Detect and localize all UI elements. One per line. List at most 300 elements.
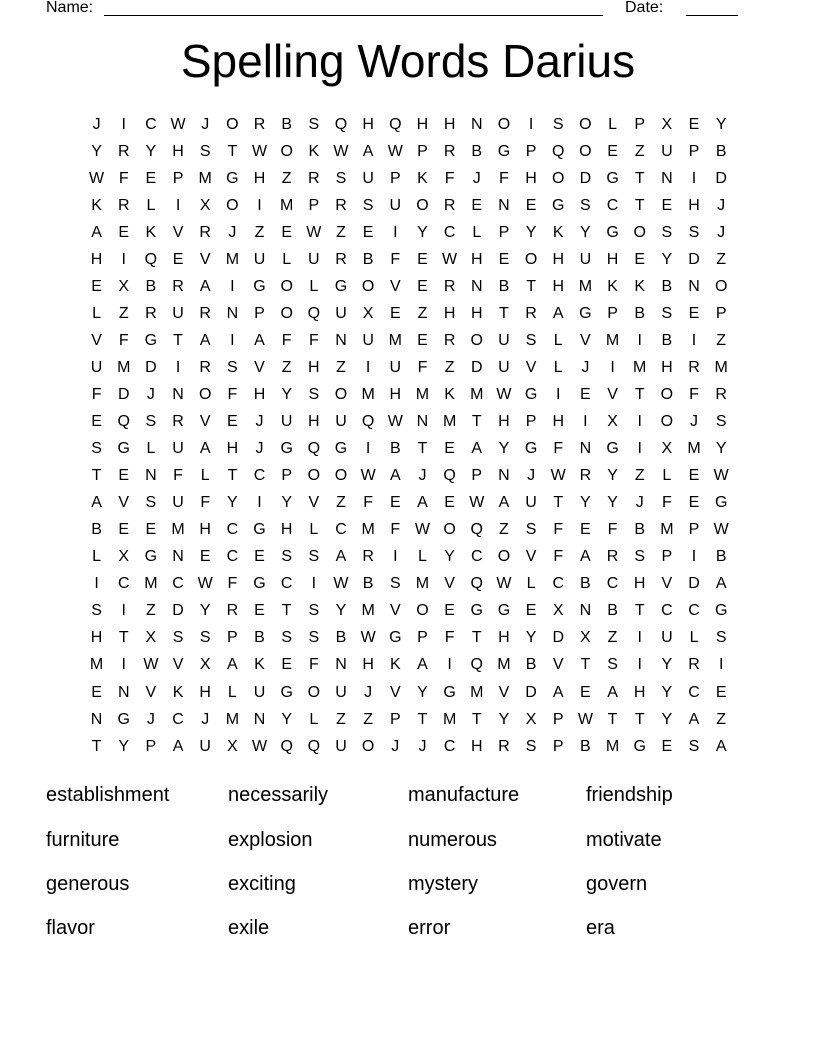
grid-letter: W: [251, 142, 268, 160]
grid-letter: Y: [498, 710, 510, 728]
grid-letter: D: [145, 358, 157, 376]
grid-letter: E: [688, 467, 700, 485]
grid-letter: I: [311, 575, 317, 593]
grid-letter: T: [91, 467, 102, 485]
name-blank-line: [104, 15, 603, 16]
grid-letter: P: [227, 629, 238, 647]
grid-letter: S: [661, 304, 673, 322]
grid-letter: F: [200, 494, 211, 512]
grid-letter: C: [470, 548, 483, 566]
grid-letter: X: [661, 115, 673, 133]
grid-letter: G: [144, 548, 158, 566]
grid-letter: B: [525, 656, 537, 674]
grid-letter: P: [607, 304, 618, 322]
grid-letter: M: [605, 737, 620, 755]
grid-letter: V: [389, 602, 401, 620]
grid-letter: U: [90, 358, 103, 376]
grid-letter: H: [308, 413, 320, 431]
grid-letter: H: [199, 683, 211, 701]
grid-letter: R: [335, 250, 347, 268]
grid-letter: Z: [281, 169, 292, 187]
grid-letter: R: [715, 385, 727, 403]
grid-letter: N: [661, 169, 673, 187]
grid-letter: I: [121, 115, 126, 133]
grid-letter: M: [415, 575, 430, 593]
grid-letter: J: [255, 440, 264, 458]
grid-letter: G: [524, 385, 538, 403]
grid-letter: C: [280, 575, 293, 593]
grid-letter: M: [144, 575, 158, 593]
grid-letter: A: [199, 331, 211, 349]
grid-letter: T: [118, 629, 129, 647]
grid-letter: P: [389, 710, 401, 728]
grid-letter: D: [579, 169, 592, 187]
grid-letter: F: [173, 467, 183, 485]
grid-letter: R: [443, 277, 456, 295]
grid-letter: U: [335, 413, 347, 431]
grid-letter: K: [417, 169, 428, 187]
grid-letter: G: [714, 494, 728, 512]
grid-letter: N: [335, 331, 347, 349]
grid-letter: I: [257, 494, 262, 512]
grid-letter: C: [172, 710, 184, 728]
page-title: Spelling Words Darius: [180, 35, 636, 87]
grid-letter: K: [444, 385, 455, 403]
grid-letter: G: [253, 521, 266, 539]
grid-letter: B: [254, 629, 265, 647]
grid-letter: Q: [470, 656, 483, 674]
grid-letter: S: [308, 385, 320, 403]
grid-letter: S: [715, 629, 727, 647]
grid-letter: H: [470, 304, 483, 322]
grid-letter: T: [580, 656, 591, 674]
grid-letter: N: [90, 710, 103, 728]
grid-letter: X: [580, 629, 591, 647]
grid-letter: F: [444, 629, 455, 647]
grid-letter: T: [417, 710, 428, 728]
grid-letter: V: [172, 223, 184, 241]
grid-letter: Q: [144, 250, 158, 268]
grid-letter: N: [579, 602, 592, 620]
grid-letter: D: [688, 250, 700, 268]
grid-letter: O: [497, 548, 511, 566]
grid-letter: T: [634, 710, 645, 728]
grid-letter: Q: [552, 142, 565, 160]
grid-letter: G: [117, 710, 130, 728]
word-list: [46, 773, 770, 951]
grid-letter: S: [227, 358, 238, 376]
grid-letter: S: [145, 494, 157, 512]
grid-letter: O: [579, 142, 592, 160]
grid-letter: Q: [307, 440, 321, 458]
grid-letter: Z: [254, 223, 265, 241]
grid-letter: U: [525, 494, 537, 512]
grid-letter: O: [660, 413, 674, 431]
grid-letter: M: [415, 385, 430, 403]
grid-letter: S: [335, 169, 347, 187]
grid-letter: I: [637, 629, 642, 647]
grid-letter: O: [226, 196, 239, 214]
grid-letter: J: [201, 710, 210, 728]
grid-letter: L: [146, 440, 156, 458]
grid-letter: P: [552, 737, 564, 755]
grid-letter: V: [91, 331, 102, 349]
grid-letter: L: [472, 223, 482, 241]
grid-letter: T: [634, 385, 645, 403]
grid-letter: R: [199, 358, 211, 376]
grid-letter: O: [714, 277, 728, 295]
grid-letter: E: [688, 304, 700, 322]
grid-letter: W: [306, 223, 322, 241]
grid-letter: J: [146, 710, 155, 728]
grid-letter: Z: [607, 629, 618, 647]
grid-letter: H: [389, 385, 402, 403]
grid-letter: V: [444, 575, 455, 593]
grid-letter: P: [308, 196, 320, 214]
grid-letter: N: [498, 467, 510, 485]
grid-letter: I: [94, 575, 99, 593]
grid-letter: L: [662, 467, 672, 485]
grid-letter: M: [225, 250, 240, 268]
grid-letter: S: [91, 602, 102, 620]
grid-letter: O: [307, 683, 321, 701]
word-item: necessarily: [228, 784, 329, 807]
grid-letter: Y: [715, 115, 727, 133]
grid-letter: H: [633, 575, 646, 593]
grid-letter: Q: [361, 413, 375, 431]
grid-letter: C: [145, 115, 157, 133]
grid-letter: M: [280, 196, 294, 214]
grid-letter: B: [281, 115, 292, 133]
grid-letter: S: [362, 196, 374, 214]
grid-letter: V: [199, 250, 211, 268]
grid-letter: H: [552, 413, 565, 431]
grid-letter: H: [443, 304, 456, 322]
grid-letter: P: [525, 413, 537, 431]
grid-letter: F: [227, 575, 238, 593]
grid-letter: F: [227, 385, 238, 403]
grid-letter: O: [470, 331, 483, 349]
grid-letter: D: [470, 358, 483, 376]
grid-letter: F: [91, 385, 102, 403]
grid-letter: M: [442, 710, 457, 728]
grid-letter: I: [718, 656, 724, 674]
grid-letter: E: [118, 521, 130, 539]
grid-letter: H: [253, 385, 266, 403]
grid-letter: R: [498, 737, 510, 755]
name-label: Name:: [46, 0, 94, 16]
grid-letter: V: [661, 575, 673, 593]
grid-letter: B: [607, 602, 618, 620]
grid-letter: T: [634, 196, 645, 214]
grid-letter: B: [715, 142, 727, 160]
grid-letter: S: [552, 115, 564, 133]
grid-letter: K: [91, 196, 102, 214]
grid-letter: V: [552, 656, 564, 674]
grid-letter: R: [145, 304, 157, 322]
grid-letter: Q: [280, 737, 293, 755]
grid-letter: S: [145, 413, 157, 431]
grid-letter: X: [199, 656, 211, 674]
grid-letter: E: [227, 413, 238, 431]
grid-letter: T: [607, 710, 618, 728]
grid-letter: O: [280, 304, 293, 322]
grid-letter: P: [471, 467, 483, 485]
grid-letter: T: [471, 413, 482, 431]
grid-letter: G: [144, 331, 158, 349]
grid-letter: Y: [281, 385, 292, 403]
grid-letter: R: [335, 196, 347, 214]
grid-letter: S: [281, 548, 292, 566]
grid-letter: W: [414, 521, 430, 539]
word-item: numerous: [408, 828, 497, 851]
grid-letter: U: [335, 737, 347, 755]
grid-letter: L: [282, 250, 292, 268]
grid-letter: B: [580, 737, 591, 755]
grid-letter: I: [447, 656, 452, 674]
grid-letter: G: [253, 575, 266, 593]
grid-letter: J: [201, 115, 210, 133]
grid-letter: X: [362, 304, 374, 322]
grid-letter: F: [281, 331, 292, 349]
grid-letter: D: [715, 169, 727, 187]
grid-letter: E: [417, 277, 428, 295]
grid-letter: W: [387, 142, 403, 160]
grid-letter: A: [335, 548, 347, 566]
grid-letter: O: [361, 277, 375, 295]
grid-letter: R: [117, 142, 130, 160]
grid-letter: U: [172, 440, 184, 458]
grid-letter: S: [715, 413, 727, 431]
grid-letter: L: [227, 683, 237, 701]
grid-letter: R: [199, 223, 211, 241]
grid-letter: E: [444, 440, 455, 458]
grid-letter: R: [606, 548, 619, 566]
word-search-grid: [83, 111, 735, 760]
grid-letter: A: [91, 494, 102, 512]
grid-letter: H: [226, 440, 239, 458]
grid-letter: C: [443, 737, 456, 755]
grid-letter: I: [637, 413, 642, 431]
grid-letter: S: [525, 331, 537, 349]
grid-letter: G: [497, 602, 511, 620]
grid-letter: C: [661, 602, 673, 620]
grid-letter: L: [526, 575, 536, 593]
grid-letter: N: [470, 277, 483, 295]
grid-letter: C: [443, 223, 456, 241]
grid-letter: Y: [281, 494, 292, 512]
grid-letter: A: [227, 656, 238, 674]
grid-letter: O: [497, 115, 511, 133]
grid-letter: A: [254, 331, 265, 349]
grid-letter: R: [443, 331, 456, 349]
grid-letter: Q: [307, 304, 321, 322]
grid-letter: H: [633, 683, 646, 701]
grid-letter: V: [389, 683, 401, 701]
grid-letter: L: [200, 467, 210, 485]
grid-letter: H: [362, 656, 374, 674]
grid-letter: F: [444, 169, 455, 187]
grid-letter: J: [717, 223, 726, 241]
grid-letter: A: [389, 467, 401, 485]
grid-letter: I: [257, 196, 262, 214]
grid-letter: M: [633, 358, 647, 376]
grid-letter: R: [226, 602, 239, 620]
grid-letter: N: [416, 413, 429, 431]
grid-letter: J: [472, 169, 481, 187]
grid-letter: W: [469, 494, 485, 512]
word-item: furniture: [46, 828, 120, 851]
grid-letter: G: [443, 683, 456, 701]
grid-letter: E: [444, 494, 455, 512]
grid-letter: H: [498, 629, 510, 647]
grid-letter: A: [199, 277, 211, 295]
grid-letter: U: [661, 142, 673, 160]
grid-letter: Y: [199, 602, 211, 620]
grid-letter: U: [335, 683, 347, 701]
grid-letter: R: [443, 142, 456, 160]
grid-letter: P: [389, 169, 401, 187]
grid-letter: E: [199, 548, 211, 566]
grid-letter: Q: [307, 737, 321, 755]
word-item: era: [586, 917, 615, 940]
grid-letter: H: [661, 358, 673, 376]
grid-letter: V: [118, 494, 130, 512]
grid-letter: Z: [281, 358, 292, 376]
grid-letter: Z: [716, 710, 727, 728]
grid-letter: O: [552, 169, 565, 187]
grid-letter: R: [172, 277, 184, 295]
grid-letter: Y: [525, 223, 537, 241]
grid-letter: K: [172, 683, 184, 701]
grid-letter: P: [498, 223, 510, 241]
grid-letter: K: [389, 656, 401, 674]
grid-letter: W: [143, 656, 159, 674]
grid-letter: G: [714, 602, 728, 620]
grid-letter: E: [661, 196, 673, 214]
grid-letter: I: [393, 548, 398, 566]
grid-letter: X: [552, 602, 564, 620]
grid-letter: P: [172, 169, 184, 187]
grid-letter: O: [443, 521, 456, 539]
grid-letter: Z: [336, 358, 346, 376]
grid-letter: H: [688, 196, 700, 214]
grid-letter: Z: [417, 304, 428, 322]
grid-letter: Y: [661, 683, 673, 701]
grid-letter: M: [171, 521, 185, 539]
grid-letter: X: [661, 440, 673, 458]
grid-letter: W: [197, 575, 213, 593]
word-item: flavor: [46, 917, 95, 940]
grid-letter: Y: [580, 494, 591, 512]
grid-letter: F: [390, 250, 401, 268]
grid-letter: E: [145, 169, 157, 187]
grid-letter: N: [498, 196, 510, 214]
grid-letter: H: [308, 358, 320, 376]
word-item: friendship: [586, 784, 673, 807]
grid-letter: Y: [607, 494, 618, 512]
grid-letter: F: [308, 656, 319, 674]
grid-letter: I: [610, 358, 615, 376]
grid-letter: I: [637, 440, 642, 458]
grid-letter: O: [226, 115, 239, 133]
grid-letter: N: [470, 115, 483, 133]
grid-letter: A: [199, 440, 211, 458]
grid-letter: D: [688, 575, 700, 593]
grid-letter: J: [391, 737, 400, 755]
grid-letter: R: [443, 196, 456, 214]
grid-letter: A: [715, 575, 727, 593]
grid-letter: R: [308, 169, 320, 187]
word-item: error: [408, 917, 451, 940]
grid-letter: C: [226, 521, 239, 539]
grid-letter: E: [634, 250, 646, 268]
grid-letter: D: [525, 683, 537, 701]
grid-letter: I: [230, 331, 235, 349]
grid-letter: G: [117, 440, 130, 458]
grid-letter: O: [361, 737, 375, 755]
grid-letter: E: [661, 737, 673, 755]
grid-letter: G: [633, 737, 646, 755]
grid-letter: W: [577, 710, 593, 728]
grid-letter: J: [418, 467, 427, 485]
grid-letter: F: [118, 169, 129, 187]
grid-letter: W: [251, 737, 268, 755]
grid-letter: Z: [634, 142, 645, 160]
grid-letter: B: [335, 629, 347, 647]
grid-letter: Y: [335, 602, 347, 620]
grid-letter: T: [471, 629, 482, 647]
grid-letter: I: [175, 358, 181, 376]
grid-letter: W: [713, 467, 729, 485]
grid-letter: C: [688, 683, 700, 701]
grid-letter: F: [308, 331, 319, 349]
grid-letter: O: [579, 115, 592, 133]
grid-letter: I: [583, 413, 588, 431]
grid-letter: E: [145, 521, 157, 539]
grid-letter: G: [470, 602, 483, 620]
grid-letter: Z: [336, 494, 346, 512]
grid-letter: E: [417, 331, 428, 349]
grid-letter: U: [389, 196, 402, 214]
grid-letter: U: [172, 304, 184, 322]
grid-letter: H: [90, 250, 103, 268]
grid-letter: M: [497, 656, 511, 674]
grid-letter: I: [637, 656, 642, 674]
grid-letter: K: [634, 277, 646, 295]
grid-letter: J: [146, 385, 155, 403]
grid-letter: E: [172, 250, 184, 268]
grid-letter: H: [498, 413, 510, 431]
grid-letter: G: [524, 440, 538, 458]
grid-letter: T: [553, 494, 564, 512]
grid-letter: V: [580, 331, 591, 349]
grid-letter: Y: [91, 142, 102, 160]
date-blank-line: [686, 15, 738, 16]
grid-letter: U: [362, 331, 374, 349]
grid-letter: E: [607, 142, 618, 160]
grid-letter: Y: [118, 737, 130, 755]
grid-letter: S: [634, 548, 646, 566]
grid-letter: E: [118, 223, 130, 241]
grid-letter: G: [226, 169, 239, 187]
grid-letter: O: [416, 196, 429, 214]
grid-letter: Y: [227, 494, 238, 512]
grid-letter: S: [308, 115, 320, 133]
grid-letter: T: [499, 304, 509, 322]
grid-letter: V: [525, 358, 537, 376]
grid-letter: B: [661, 331, 673, 349]
